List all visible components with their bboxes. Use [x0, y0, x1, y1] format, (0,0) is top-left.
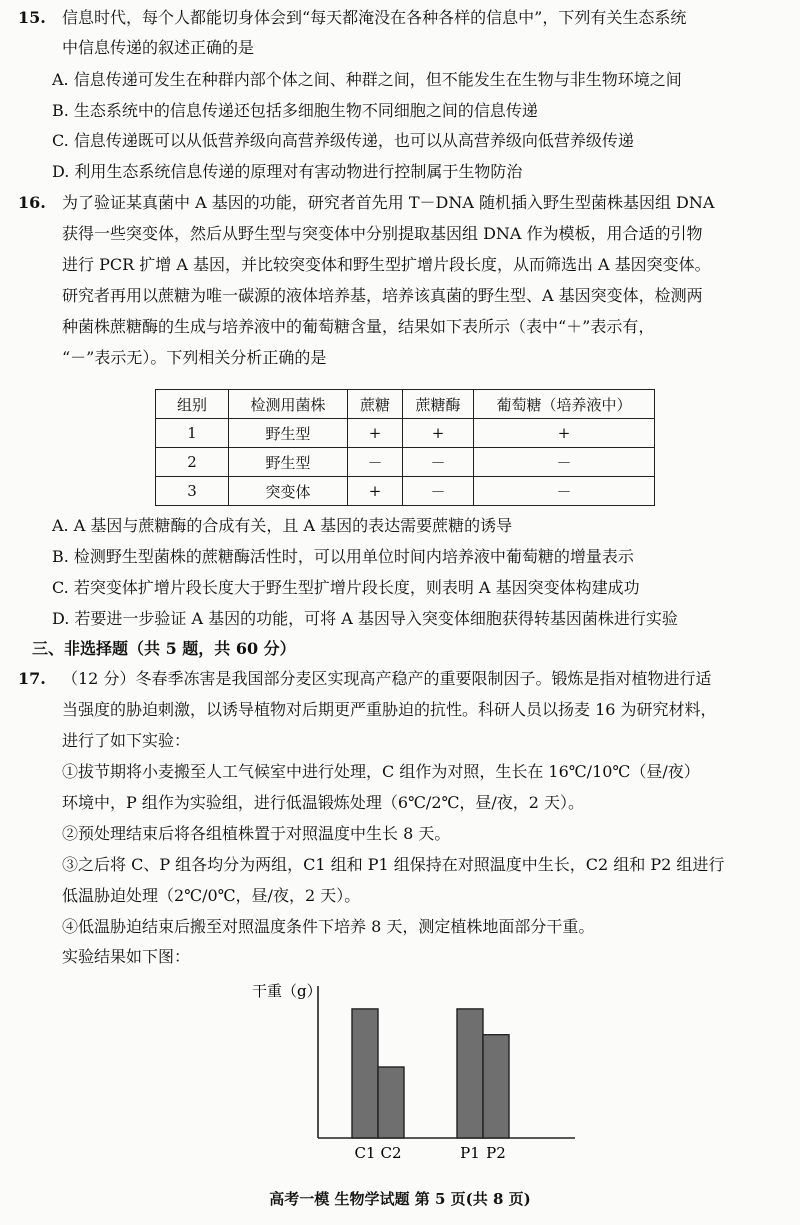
question-number: 15.	[18, 8, 46, 27]
table-cell: +	[348, 419, 403, 448]
tick-label-c2: C2	[380, 1144, 402, 1162]
tick-label-c1: C1	[354, 1144, 376, 1162]
table-cell: 野生型	[229, 448, 348, 477]
section-title: 三、非选择题（共 5 题，共 60 分）	[32, 639, 296, 658]
option-c: C. 信息传递既可以从低营养级向高营养级传递，也可以从高营养级向低营养级传递	[52, 131, 634, 150]
question-stem: 为了验证某真菌中 A 基因的功能，研究者首先用 T－DNA 随机插入野生型菌株基因组 DNA	[62, 193, 715, 212]
question-stem: 进行了如下实验：	[62, 731, 191, 750]
question-stem: “－”表示无）。下列相关分析正确的是	[62, 348, 327, 367]
table-cell: 1	[156, 419, 229, 448]
tick-label-p2: P2	[486, 1144, 506, 1162]
question-stem: 当强度的胁迫刺激，以诱导植物对后期更严重胁迫的抗性。科研人员以扬麦 16 为研究材料，	[62, 700, 717, 719]
bar-c1	[352, 1009, 378, 1138]
chart-svg	[240, 978, 580, 1168]
option-d: D. 若要进一步验证 A 基因的功能，可将 A 基因导入突变体细胞获得转基因菌株进行实验	[52, 609, 678, 628]
option-c: C. 若突变体扩增片段长度大于野生型扩增片段长度，则表明 A 基因突变体构建成功	[52, 578, 640, 597]
bar-p1	[457, 1009, 483, 1138]
question-number: 17.	[18, 669, 46, 688]
table-row	[156, 448, 655, 477]
procedure-step-4: ④低温胁迫结束后搬至对照温度条件下培养 8 天，测定植株地面部分干重。	[62, 917, 595, 936]
bar-c2	[378, 1067, 404, 1138]
question-number: 16.	[18, 193, 46, 212]
option-a: A. 信息传递可发生在种群内部个体之间、种群之间，但不能发生在生物与非生物环境之间	[52, 70, 682, 89]
option-b: B. 检测野生型菌株的蔗糖酶活性时，可以用单位时间内培养液中葡萄糖的增量表示	[52, 547, 634, 566]
table-cell: －	[403, 477, 474, 506]
table-header-cell: 蔗糖	[348, 390, 403, 419]
table-header-cell: 检测用菌株	[229, 390, 348, 419]
question-stem: 中信息传递的叙述正确的是	[62, 38, 255, 57]
question-stem: 研究者再用以蔗糖为唯一碳源的液体培养基，培养该真菌的野生型、A 基因突变体，检测两	[62, 286, 703, 305]
results-intro: 实验结果如下图：	[62, 947, 191, 966]
chart-y-axis-label: 干重（g）	[252, 982, 322, 1000]
table-cell: +	[403, 419, 474, 448]
procedure-step-1: ①拔节期将小麦搬至人工气候室中进行处理，C 组作为对照，生长在 16℃/10℃（昼/夜）	[62, 762, 700, 781]
table-header-cell: 葡萄糖（培养液中）	[474, 390, 655, 419]
table-header-row	[156, 390, 655, 419]
question-stem: 信息时代，每个人都能切身体会到“每天都淹没在各种各样的信息中”，下列有关生态系统	[62, 8, 687, 27]
table-cell: +	[348, 477, 403, 506]
dry-weight-chart	[240, 978, 580, 1168]
procedure-step-3-cont: 低温胁迫处理（2℃/0℃，昼/夜，2 天）。	[62, 886, 361, 905]
procedure-step-1-cont: 环境中，P 组作为实验组，进行低温锻炼处理（6℃/2℃，昼/夜，2 天）。	[62, 793, 585, 812]
question-stem: 进行 PCR 扩增 A 基因，并比较突变体和野生型扩增片段长度，从而筛选出 A 基因突变体。	[62, 255, 711, 274]
procedure-step-2: ②预处理结束后将各组植株置于对照温度中生长 8 天。	[62, 824, 451, 843]
question-stem: 种菌株蔗糖酶的生成与培养液中的葡萄糖含量，结果如下表所示（表中“＋”表示有，	[62, 317, 655, 336]
option-a: A. A 基因与蔗糖酶的合成有关，且 A 基因的表达需要蔗糖的诱导	[52, 516, 513, 535]
table-cell: 野生型	[229, 419, 348, 448]
tick-label-p1: P1	[460, 1144, 480, 1162]
table-header-cell: 蔗糖酶	[403, 390, 474, 419]
option-d: D. 利用生态系统信息传递的原理对有害动物进行控制属于生物防治	[52, 162, 523, 181]
table-cell: +	[474, 419, 655, 448]
table-cell: 3	[156, 477, 229, 506]
table-cell: －	[403, 448, 474, 477]
procedure-step-3: ③之后将 C、P 组各均分为两组，C1 组和 P1 组保持在对照温度中生长，C2 组和 P2 组进行	[62, 855, 725, 874]
table-header-cell: 组别	[156, 390, 229, 419]
table-cell: －	[474, 477, 655, 506]
table-cell: 2	[156, 448, 229, 477]
table-cell: －	[474, 448, 655, 477]
option-b: B. 生态系统中的信息传递还包括多细胞生物不同细胞之间的信息传递	[52, 101, 538, 120]
question-stem: （12 分）冬春季冻害是我国部分麦区实现高产稳产的重要限制因子。锻炼是指对植物进行适	[62, 669, 712, 688]
table-cell: －	[348, 448, 403, 477]
page-footer: 高考一模 生物学试题 第 5 页(共 8 页)	[269, 1190, 531, 1208]
table-row	[156, 477, 655, 506]
bar-p2	[483, 1035, 509, 1138]
question-stem: 获得一些突变体，然后从野生型与突变体中分别提取基因组 DNA 作为模板，用合适的引物	[62, 224, 703, 243]
table-cell: 突变体	[229, 477, 348, 506]
results-table	[155, 389, 655, 506]
table-row	[156, 419, 655, 448]
